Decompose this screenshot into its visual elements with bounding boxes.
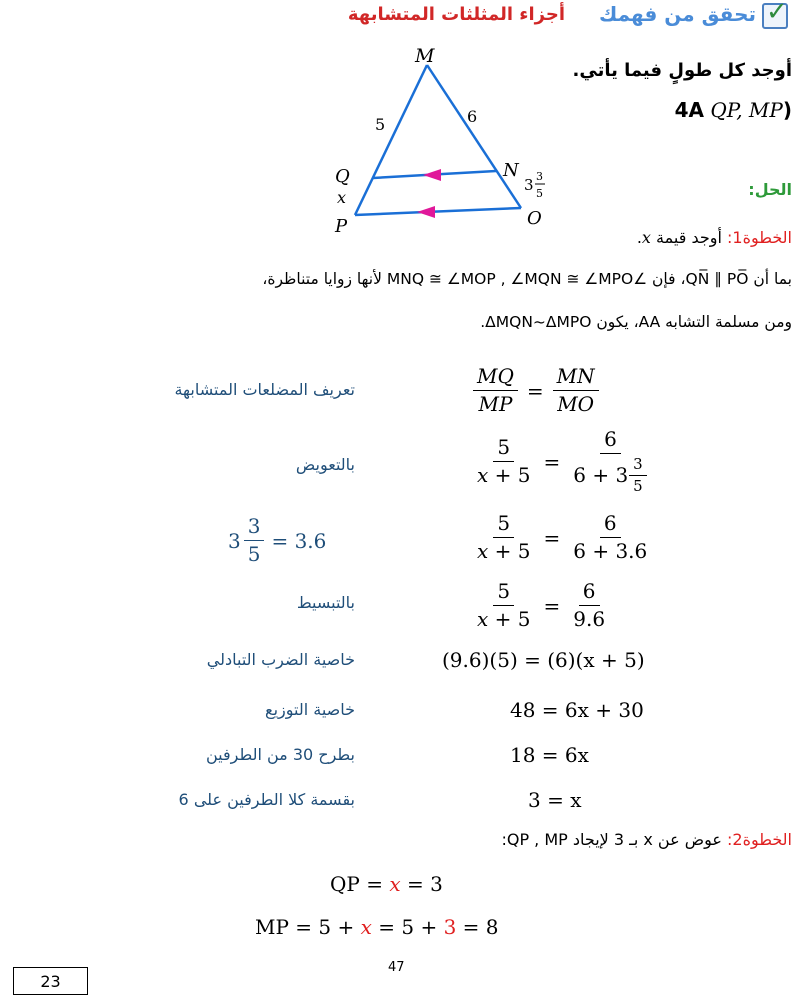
vertex-m: M [415, 45, 435, 67]
reason-4: بالتبسيط [296, 593, 355, 612]
page-box: 23 [13, 967, 88, 995]
equation-5: (9.6)(5) = (6)(x + 5) [442, 648, 645, 672]
step1-text: أوجد قيمة [656, 228, 722, 247]
reason-1: تعريف المضلعات المتشابهة [174, 380, 355, 399]
problem-text: QP, MP [710, 98, 783, 122]
problem-number: (4A [674, 98, 792, 122]
reason-7: بطرح 30 من الطرفين [205, 745, 355, 764]
vertex-n: N [503, 160, 519, 181]
page-number: 47 [388, 960, 405, 975]
label-three: 3 [524, 176, 534, 194]
checkbox-icon: ✓ [762, 3, 788, 29]
equation-3: $\frac{5}{x + 5}$ = $\frac{6}{6 + 3.6}$ [477, 511, 648, 563]
label-three-den: 5 [536, 187, 543, 200]
reason-8: بقسمة كلا الطرفين على 6 [178, 790, 355, 809]
solution-label: الحل: [748, 180, 792, 199]
section-title: أجزاء المثلثات المتشابهة [347, 4, 565, 25]
parallel-arrow-po [417, 206, 435, 218]
vertex-p: P [335, 216, 348, 237]
step2-line [501, 830, 792, 849]
equation-6: 48 = 6x + 30 [510, 698, 644, 722]
step1-label: الخطوة1: [727, 228, 792, 247]
side-mo [427, 65, 521, 208]
step1-line [637, 228, 792, 247]
final-qp: QP = x = 3 [330, 872, 443, 896]
reason-2: بالتعويض [295, 455, 355, 474]
equation-7: 18 = 6x [510, 743, 589, 767]
check-understanding-label: تحقق من فهمك [599, 2, 756, 26]
equation-1: $\frac{MQ}{MP}$ = $\frac{MN}{MO}$ [470, 365, 602, 416]
vertex-o: O [527, 208, 542, 229]
vertex-q: Q [335, 166, 350, 187]
instruction: أوجد كل طولٍ فيما يأتي. [572, 60, 792, 81]
reason-5: خاصية الضرب التبادلي [206, 650, 355, 669]
equation-2: $\frac{5}{x + 5}$ = 6 6 + 3 $\frac{3}{5}$ [470, 428, 655, 496]
final-mp: MP = 5 + x = 5 + 3 = 8 [255, 915, 499, 939]
paragraph-line-1: بما أن QN̅ ∥ PO̅، فإن ∠MNQ ≅ ∠MOP , ∠MQN ≅ ∠MPO لأنها زوايا متناظرة، [262, 270, 792, 288]
label-three-num: 3 [536, 170, 543, 183]
label-5: 5 [375, 115, 386, 134]
label-6: 6 [467, 107, 478, 126]
problem-4a [675, 98, 792, 122]
equation-8: 3 = x [528, 788, 582, 812]
paragraph-line-2: ومن مسلمة التشابه AA، يكون ΔMQN~ΔMPO. [480, 313, 792, 331]
segment-po [355, 208, 521, 215]
triangle-diagram [325, 40, 565, 240]
reason-3: 3 $\frac{3}{5}$ = 3.6 [228, 514, 327, 566]
equation-4: $\frac{5}{x + 5}$ = $\frac{6}{9.6}$ [477, 579, 606, 631]
label-x: x [337, 188, 347, 207]
parallel-arrow-qn [423, 169, 441, 181]
step2-text: عوض عن x بـ 3 لإيجاد QP , MP: [501, 830, 722, 849]
step1-end: . [636, 228, 642, 247]
reason-6: خاصية التوزيع [265, 700, 355, 719]
side-mp [355, 65, 427, 215]
step1-var: x [641, 228, 651, 247]
triangle-lines [355, 65, 521, 218]
step2-label: الخطوة2: [727, 830, 792, 849]
